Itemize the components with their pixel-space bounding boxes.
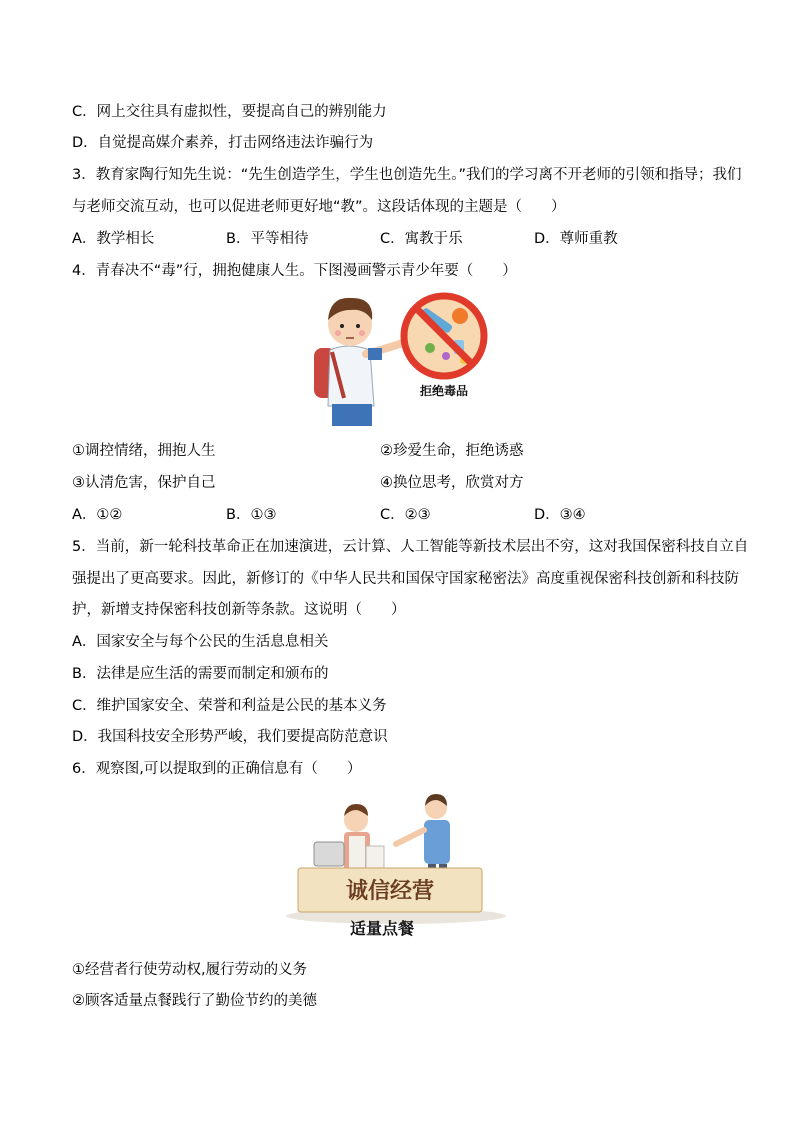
q4-item-2: ②珍爱生命，拒绝诱惑: [380, 443, 524, 459]
q4-option-b: B．①③: [226, 507, 277, 523]
q4-item-4: ④换位思考，欣赏对方: [380, 475, 524, 491]
q4-option-d: D．③④: [534, 507, 586, 523]
q4-option-a: A．①②: [72, 507, 123, 523]
q4-item-1: ①调控情绪，拥抱人生: [72, 443, 216, 459]
q4-stem: 4．青春决不“毒”行，拥抱健康人生。下图漫画警示青少年要（ ）: [72, 263, 517, 279]
q2-option-c: C．网上交往具有虚拟性，要提高自己的辨别能力: [72, 104, 387, 120]
q5-stem-line2: 强提出了更高要求。因此，新修订的《中华人民共和国保守国家秘密法》高度重视保密科技创新和科技防: [72, 571, 739, 587]
q6-item-1: ①经营者行使劳动权,履行劳动的义务: [72, 962, 308, 978]
q2-option-d: D．自觉提高媒介素养，打击网络违法诈骗行为: [72, 135, 374, 151]
q6-cartoon-honest-business: [284, 790, 514, 940]
q3-option-c: C．寓教于乐: [380, 231, 463, 247]
q3-option-b: B．平等相待: [226, 231, 309, 247]
q4-figure-caption: 拒绝毒品: [419, 384, 469, 398]
q4-cartoon-no-drugs: [308, 288, 508, 428]
q3-stem-line1: 3．教育家陶行知先生说：“先生创造学生，学生也创造先生。”我们的学习离不开老师的引领和指导；我们: [72, 167, 742, 183]
q5-option-c: C．维护国家安全、荣誉和利益是公民的基本义务: [72, 698, 387, 714]
q6-item-2: ②顾客适量点餐践行了勤俭节约的美德: [72, 993, 317, 1009]
q6-sign-text: 诚信经营: [345, 878, 435, 904]
q6-figure-caption: 适量点餐: [349, 919, 415, 938]
q5-option-d: D．我国科技安全形势严峻，我们要提高防范意识: [72, 729, 388, 745]
q3-option-d: D．尊师重教: [534, 231, 618, 247]
shop-counter-illustration: [284, 790, 514, 940]
q5-option-b: B．法律是应生活的需要而制定和颁布的: [72, 666, 329, 682]
q5-stem-line3: 护，新增支持保密科技创新等条款。这说明（ ）: [72, 602, 406, 618]
q4-item-3: ③认清危害，保护自己: [72, 475, 216, 491]
q5-stem-line1: 5．当前，新一轮科技革命正在加速演进，云计算、人工智能等新技术层出不穷，这对我国保密科技自立自: [72, 539, 749, 555]
q4-option-c: C．②③: [380, 507, 431, 523]
q6-stem: 6．观察图,可以提取到的正确信息有（ ）: [72, 761, 362, 777]
boy-refusing-drugs-illustration: [308, 288, 508, 428]
q5-option-a: A．国家安全与每个公民的生活息息相关: [72, 634, 329, 650]
q3-option-a: A．教学相长: [72, 231, 155, 247]
q3-stem-line2: 与老师交流互动，也可以促进老师更好地“教”。这段话体现的主题是（ ）: [72, 199, 566, 215]
